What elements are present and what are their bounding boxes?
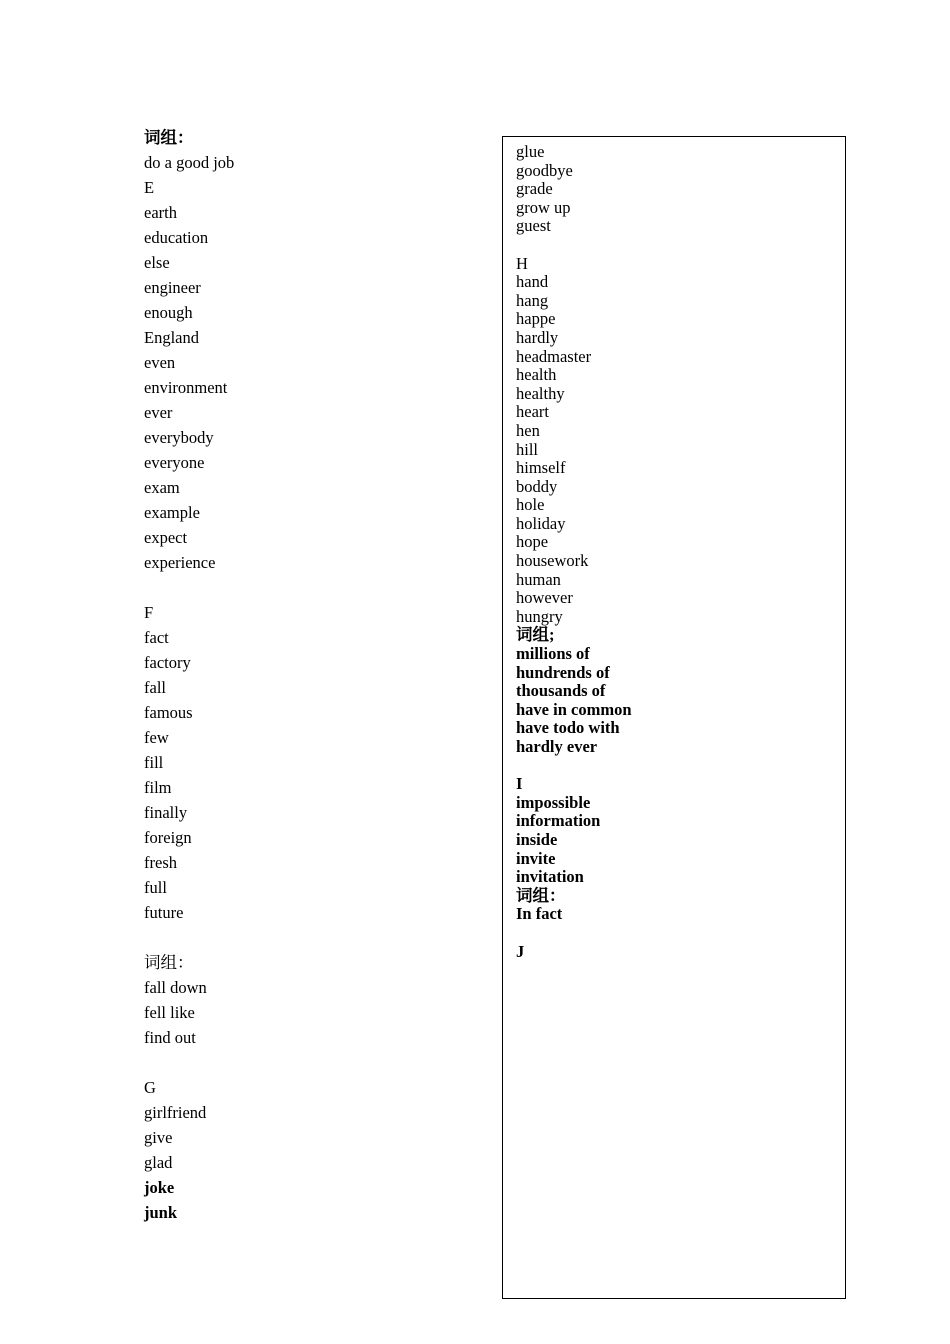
vocab-entry: give [144,1128,173,1147]
blank-line [144,925,464,950]
vocab-entry: education [144,228,209,247]
blank-line [144,1050,464,1075]
vocab-entry: hill [516,439,539,459]
vocab-entry: hardly ever [516,737,598,756]
vocab-entry: environment [144,378,228,397]
vocab-entry: fall [144,678,166,697]
vocab-entry: enough [144,303,193,322]
vocab-entry: hen [516,420,540,440]
vocab-entry: goodbye [516,160,573,180]
vocab-entry: everybody [144,428,214,447]
vocab-entry: guest [516,216,551,236]
vocab-entry: foreign [144,828,192,847]
vocab-entry: himself [516,458,566,478]
vocab-entry: fill [144,753,164,772]
vocab-entry: future [144,903,184,922]
vocab-entry: even [144,353,176,372]
blank-line [144,575,464,600]
vocab-entry: everyone [144,453,205,472]
vocab-entry: have in common [516,699,632,719]
blank-line [516,924,632,943]
vocab-entry: invite [516,848,556,868]
vocab-entry: glue [516,142,545,161]
bordered-text-box [502,136,846,1299]
vocab-entry: do a good job [144,153,235,172]
blank-line [516,757,632,776]
vocab-entry: 词组： [144,953,194,972]
vocab-entry: fell like [144,1003,195,1022]
vocab-entry: hundrends of [516,662,610,682]
vocab-entry: millions of [516,644,590,664]
vocab-entry: England [144,328,199,347]
vocab-entry: grow up [516,197,571,217]
vocab-entry: invitation [516,867,584,887]
vocab-entry: I [516,774,523,794]
vocab-entry: hole [516,495,545,515]
left-word-list [144,125,464,1225]
vocab-entry: information [516,811,601,831]
vocab-entry: exam [144,478,180,497]
vocab-entry: joke [144,1178,175,1197]
vocab-entry: thousands of [516,681,606,701]
vocab-entry: impossible [516,792,591,812]
vocab-entry: heart [516,402,549,422]
right-word-list [516,143,632,961]
vocab-entry: human [516,569,561,589]
vocab-entry: headmaster [516,346,592,366]
vocab-entry: expect [144,528,188,547]
vocab-entry: however [516,588,573,608]
vocab-entry: H [516,253,528,273]
vocab-entry: hand [516,272,549,292]
vocab-entry: happe [516,309,556,329]
vocab-entry: fall down [144,978,207,997]
vocab-entry: else [144,253,170,272]
vocab-entry: few [144,728,169,747]
vocab-entry: ever [144,403,173,422]
vocab-entry: film [144,778,172,797]
vocab-entry: hang [516,290,549,310]
vocab-entry: boddy [516,476,558,496]
vocab-entry: hardly [516,327,559,347]
vocab-entry: hope [516,532,549,552]
vocab-entry: J [516,941,525,961]
vocab-entry: factory [144,653,191,672]
vocab-entry: full [144,878,167,897]
vocab-entry: health [516,365,557,385]
vocab-entry: earth [144,203,177,222]
vocab-entry: G [144,1078,156,1097]
vocab-entry: 词组; [516,625,555,645]
vocab-entry: engineer [144,278,201,297]
blank-line [516,236,632,255]
vocab-entry: 词组： [516,885,566,905]
vocab-entry: In fact [516,904,563,924]
vocab-entry: 词组： [144,128,194,147]
vocab-entry: junk [144,1203,178,1222]
vocab-entry: healthy [516,383,565,403]
vocab-entry: example [144,503,200,522]
vocab-entry: fresh [144,853,177,872]
vocab-entry: holiday [516,513,566,533]
vocab-entry: girlfriend [144,1103,207,1122]
vocab-entry: grade [516,179,553,199]
vocab-entry: E [144,178,155,197]
vocab-entry: glad [144,1153,173,1172]
vocab-entry: housework [516,551,589,571]
vocab-entry: inside [516,829,558,849]
vocab-entry: F [144,603,154,622]
vocab-entry: famous [144,703,193,722]
vocab-entry: have todo with [516,718,620,738]
vocab-entry: fact [144,628,169,647]
vocab-entry: hungry [516,606,563,626]
vocab-entry: experience [144,553,216,572]
vocab-entry: find out [144,1028,196,1047]
vocab-entry: finally [144,803,188,822]
